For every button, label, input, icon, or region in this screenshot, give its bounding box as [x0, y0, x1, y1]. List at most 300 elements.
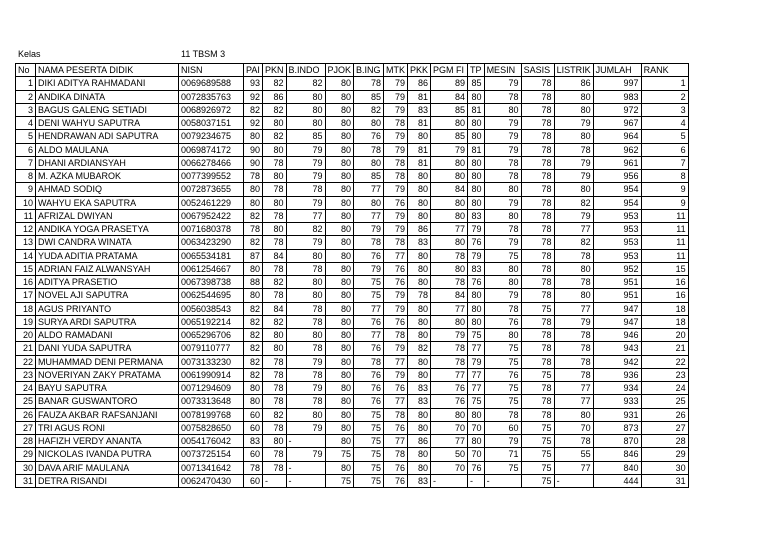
table-cell: 76 [431, 395, 468, 408]
table-cell: 77 [554, 461, 593, 474]
table-cell: 77 [384, 435, 408, 448]
table-cell: 60 [244, 421, 263, 434]
table-cell: 0073725154 [179, 448, 244, 461]
table-cell: 76 [384, 382, 408, 395]
table-cell: 27 [16, 421, 36, 434]
table-cell: 80 [408, 355, 431, 368]
table-cell: 83 [468, 262, 485, 275]
table-cell: 16 [16, 276, 36, 289]
table-cell: 82 [244, 329, 263, 342]
table-cell: 78 [263, 156, 287, 169]
table-cell: 80 [431, 408, 468, 421]
table-cell: 444 [593, 474, 641, 487]
table-cell: 933 [593, 395, 641, 408]
table-row [16, 395, 689, 408]
table-cell: 86 [554, 77, 593, 90]
table-cell: 79 [286, 143, 325, 156]
table-cell: 0072873655 [179, 183, 244, 196]
table-cell: 76 [354, 315, 384, 328]
table-cell: 80 [468, 196, 485, 209]
table-cell: 80 [431, 156, 468, 169]
table-cell: 931 [593, 408, 641, 421]
table-cell: 31 [641, 474, 688, 487]
table-cell: 16 [641, 289, 688, 302]
table-cell: 93 [244, 77, 263, 90]
table-cell: 78 [554, 342, 593, 355]
table-cell: 80 [325, 315, 354, 328]
table-cell: 7 [16, 156, 36, 169]
table-cell: 80 [325, 249, 354, 262]
table-cell: 79 [554, 209, 593, 222]
table-cell: 7 [641, 156, 688, 169]
table-row [16, 223, 689, 236]
table-cell: 78 [286, 183, 325, 196]
table-cell: 75 [484, 461, 521, 474]
table-row [16, 342, 689, 355]
table-cell: 80 [325, 196, 354, 209]
table-cell: 75 [354, 289, 384, 302]
table-cell: 79 [384, 77, 408, 90]
table-cell: ADITYA PRASETIO [36, 276, 179, 289]
table-cell: 78 [484, 170, 521, 183]
table-cell: 13 [16, 236, 36, 249]
table-row [16, 103, 689, 116]
table-cell: DETRA RISANDI [36, 474, 179, 487]
table-cell: 78 [263, 382, 287, 395]
table-cell: 70 [468, 421, 485, 434]
table-cell: 79 [484, 236, 521, 249]
table-cell: 79 [286, 170, 325, 183]
table-cell: 92 [244, 90, 263, 103]
table-cell: 0063423290 [179, 236, 244, 249]
table-cell: 78 [354, 355, 384, 368]
table-cell: 20 [641, 329, 688, 342]
table-cell: 78 [244, 461, 263, 474]
table-cell: 972 [593, 103, 641, 116]
class-label: Kelas [18, 49, 41, 59]
table-cell: 80 [354, 196, 384, 209]
table-cell: 86 [263, 90, 287, 103]
column-header: MESIN [484, 64, 521, 77]
table-cell: 78 [554, 249, 593, 262]
table-cell: 6 [641, 143, 688, 156]
table-cell: 78 [521, 223, 554, 236]
table-cell: 80 [408, 448, 431, 461]
table-cell: 78 [286, 315, 325, 328]
table-cell: 80 [325, 143, 354, 156]
table-cell: MUHAMMAD DENI PERMANA [36, 355, 179, 368]
table-cell: 76 [384, 461, 408, 474]
table-cell: 961 [593, 156, 641, 169]
table-cell: 80 [286, 276, 325, 289]
table-cell: 80 [554, 262, 593, 275]
table-cell: 11 [641, 249, 688, 262]
table-cell: 78 [521, 355, 554, 368]
table-cell: FAUZA AKBAR RAFSANJANI [36, 408, 179, 421]
table-cell: 0073313648 [179, 395, 244, 408]
table-cell: 951 [593, 289, 641, 302]
table-cell: 78 [263, 448, 287, 461]
table-cell: 0079110777 [179, 342, 244, 355]
table-cell: 840 [593, 461, 641, 474]
column-header: PAI [244, 64, 263, 77]
table-cell: 80 [325, 223, 354, 236]
table-cell: 77 [431, 302, 468, 315]
table-cell: 85 [431, 103, 468, 116]
table-cell: 80 [408, 368, 431, 381]
table-cell: 28 [16, 435, 36, 448]
table-cell: 80 [484, 209, 521, 222]
table-cell: 78 [521, 329, 554, 342]
table-cell: 77 [554, 302, 593, 315]
table-cell: 12 [16, 223, 36, 236]
table-cell: 80 [263, 143, 287, 156]
table-cell: 76 [384, 474, 408, 487]
table-cell: 80 [408, 262, 431, 275]
table-cell: 86 [408, 435, 431, 448]
table-cell: 0061254667 [179, 262, 244, 275]
table-row [16, 315, 689, 328]
table-cell: BAGUS GALENG SETIADI [36, 103, 179, 116]
table-cell: 873 [593, 421, 641, 434]
table-cell: 79 [554, 117, 593, 130]
table-cell: 3 [16, 103, 36, 116]
table-cell: 20 [16, 329, 36, 342]
table-cell: 92 [244, 117, 263, 130]
table-cell: 78 [384, 448, 408, 461]
table-cell: 78 [384, 236, 408, 249]
table-cell: 75 [354, 276, 384, 289]
table-cell: 80 [263, 196, 287, 209]
table-cell: 0069874172 [179, 143, 244, 156]
table-cell: 76 [468, 461, 485, 474]
table-cell: NICKOLAS IVANDA PUTRA [36, 448, 179, 461]
table-cell: - [484, 474, 521, 487]
table-cell: 80 [244, 382, 263, 395]
table-cell: 82 [244, 355, 263, 368]
table-cell: 80 [468, 170, 485, 183]
table-cell: 78 [286, 368, 325, 381]
table-cell: 79 [354, 262, 384, 275]
table-cell: 0067952422 [179, 209, 244, 222]
table-cell: 78 [554, 329, 593, 342]
table-cell: 75 [354, 461, 384, 474]
table-cell: 60 [484, 421, 521, 434]
table-cell: 80 [325, 103, 354, 116]
table-cell: 79 [286, 355, 325, 368]
table-cell: 11 [641, 236, 688, 249]
table-cell: 80 [325, 342, 354, 355]
table-cell: 0054176042 [179, 435, 244, 448]
table-cell: 79 [384, 223, 408, 236]
column-header: PJOK [325, 64, 354, 77]
column-header: RANK [641, 64, 688, 77]
table-cell: 79 [468, 355, 485, 368]
table-cell: 78 [263, 183, 287, 196]
table-row [16, 474, 689, 487]
table-cell: 78 [286, 302, 325, 315]
table-cell: 80 [468, 183, 485, 196]
table-cell: 0067398738 [179, 276, 244, 289]
table-cell: 22 [16, 355, 36, 368]
table-cell: 80 [408, 196, 431, 209]
table-cell: 30 [16, 461, 36, 474]
table-cell: 80 [325, 408, 354, 421]
table-cell: 0068926972 [179, 103, 244, 116]
table-cell: 83 [408, 103, 431, 116]
table-cell: DWI CANDRA WINATA [36, 236, 179, 249]
table-cell: 80 [325, 421, 354, 434]
table-cell: 28 [641, 435, 688, 448]
table-cell: 80 [354, 117, 384, 130]
table-cell: 79 [286, 156, 325, 169]
table-cell: 81 [408, 156, 431, 169]
table-row [16, 156, 689, 169]
table-cell: 80 [286, 289, 325, 302]
table-cell: 80 [484, 262, 521, 275]
table-row [16, 368, 689, 381]
table-cell: ANDIKA DINATA [36, 90, 179, 103]
table-cell: 79 [554, 156, 593, 169]
table-row [16, 329, 689, 342]
table-cell: 0073133230 [179, 355, 244, 368]
table-cell: 0061990914 [179, 368, 244, 381]
table-cell: - [554, 474, 593, 487]
table-cell: 26 [16, 408, 36, 421]
table-cell: 964 [593, 130, 641, 143]
table-cell: 80 [431, 170, 468, 183]
table-cell: 0058037151 [179, 117, 244, 130]
table-cell: 80 [325, 355, 354, 368]
table-cell: 947 [593, 315, 641, 328]
table-cell: 75 [468, 329, 485, 342]
column-header: NAMA PESERTA DIDIK [36, 64, 179, 77]
table-cell: 78 [263, 368, 287, 381]
table-cell: 80 [554, 130, 593, 143]
table-cell: AGUS PRIYANTO [36, 302, 179, 315]
table-cell: 79 [554, 315, 593, 328]
table-cell: 0052461229 [179, 196, 244, 209]
table-cell: DANI YUDA SAPUTRA [36, 342, 179, 355]
table-cell: 10 [16, 196, 36, 209]
table-cell: AFRIZAL DWIYAN [36, 209, 179, 222]
table-cell: 78 [554, 355, 593, 368]
table-cell: 17 [16, 289, 36, 302]
table-cell: 23 [641, 368, 688, 381]
table-cell: 80 [484, 103, 521, 116]
table-cell: 78 [431, 355, 468, 368]
table-cell: 82 [244, 302, 263, 315]
column-header: NISN [179, 64, 244, 77]
table-cell: 19 [16, 315, 36, 328]
table-cell: 0056038543 [179, 302, 244, 315]
table-cell: 78 [263, 262, 287, 275]
table-cell: 78 [354, 236, 384, 249]
table-cell: 80 [244, 262, 263, 275]
table-cell: 82 [263, 276, 287, 289]
table-cell: 70 [554, 421, 593, 434]
table-cell: 952 [593, 262, 641, 275]
table-cell: 80 [286, 103, 325, 116]
table-row [16, 249, 689, 262]
table-cell: 80 [244, 395, 263, 408]
table-cell: 0062470430 [179, 474, 244, 487]
table-cell: 78 [521, 170, 554, 183]
table-cell: - [286, 461, 325, 474]
class-info [18, 49, 718, 61]
table-cell: 79 [384, 209, 408, 222]
table-cell: 78 [384, 117, 408, 130]
table-cell: 18 [641, 302, 688, 315]
table-cell: 80 [263, 329, 287, 342]
table-cell: 954 [593, 183, 641, 196]
table-cell: 79 [468, 249, 485, 262]
table-cell: 81 [468, 143, 485, 156]
table-cell: 71 [484, 448, 521, 461]
table-cell: 21 [641, 342, 688, 355]
table-cell: 83 [408, 395, 431, 408]
table-cell: 78 [521, 183, 554, 196]
table-cell: 79 [286, 382, 325, 395]
table-cell: 90 [244, 143, 263, 156]
table-cell: 78 [263, 289, 287, 302]
table-cell: 4 [641, 117, 688, 130]
table-cell: 26 [641, 408, 688, 421]
table-cell: 82 [554, 236, 593, 249]
table-row [16, 448, 689, 461]
table-cell: 75 [521, 461, 554, 474]
table-cell: 79 [384, 302, 408, 315]
table-cell: 846 [593, 448, 641, 461]
table-cell: 77 [384, 395, 408, 408]
table-cell: 75 [484, 355, 521, 368]
table-cell: 78 [521, 103, 554, 116]
table-cell: BANAR GUSWANTORO [36, 395, 179, 408]
table-cell: 75 [521, 302, 554, 315]
table-cell: 80 [286, 117, 325, 130]
table-cell: 80 [554, 289, 593, 302]
table-cell: 78 [521, 209, 554, 222]
table-cell: 80 [408, 329, 431, 342]
table-cell: 76 [354, 342, 384, 355]
table-cell: 78 [521, 408, 554, 421]
table-cell: - [286, 435, 325, 448]
table-cell: 75 [521, 448, 554, 461]
table-cell: 77 [354, 302, 384, 315]
table-cell: 14 [16, 249, 36, 262]
table-cell: 82 [244, 368, 263, 381]
table-cell: 78 [521, 262, 554, 275]
table-cell: 24 [16, 382, 36, 395]
table-cell: 75 [468, 395, 485, 408]
table-row [16, 196, 689, 209]
table-cell: 80 [431, 315, 468, 328]
table-cell: 77 [384, 249, 408, 262]
table-cell: 83 [408, 236, 431, 249]
table-row [16, 435, 689, 448]
table-cell: 75 [354, 448, 384, 461]
table-cell: 21 [16, 342, 36, 355]
column-header: MTK [384, 64, 408, 77]
table-cell: 84 [431, 289, 468, 302]
table-cell: 11 [16, 209, 36, 222]
table-cell: 82 [244, 342, 263, 355]
table-cell: 79 [468, 223, 485, 236]
table-cell: 75 [484, 395, 521, 408]
table-cell: 997 [593, 77, 641, 90]
table-cell: 80 [431, 262, 468, 275]
table-cell: 60 [244, 448, 263, 461]
table-cell: 77 [286, 209, 325, 222]
table-cell: 80 [468, 130, 485, 143]
table-cell: 0079234675 [179, 130, 244, 143]
table-cell: 79 [384, 289, 408, 302]
table-cell: TRI AGUS RONI [36, 421, 179, 434]
table-cell: 80 [468, 156, 485, 169]
table-cell: 80 [325, 395, 354, 408]
table-cell: 85 [286, 130, 325, 143]
table-cell: 77 [354, 209, 384, 222]
table-cell: 80 [325, 236, 354, 249]
table-cell: 79 [431, 329, 468, 342]
table-cell: 1 [16, 77, 36, 90]
table-cell: 79 [384, 368, 408, 381]
table-cell: 80 [484, 329, 521, 342]
table-cell: 80 [325, 329, 354, 342]
table-cell: M. AZKA MUBAROK [36, 170, 179, 183]
table-cell: - [431, 474, 468, 487]
table-cell: 77 [354, 329, 384, 342]
table-cell: 79 [286, 196, 325, 209]
table-cell: 80 [408, 130, 431, 143]
column-header: PGM FI [431, 64, 468, 77]
table-cell: 23 [16, 368, 36, 381]
table-cell: 78 [484, 302, 521, 315]
table-cell: 88 [244, 276, 263, 289]
table-cell: 77 [554, 382, 593, 395]
table-cell: 947 [593, 302, 641, 315]
table-cell: 80 [244, 183, 263, 196]
table-cell: AHMAD SODIQ [36, 183, 179, 196]
table-cell: 79 [431, 143, 468, 156]
table-cell: 29 [641, 448, 688, 461]
table-cell: 80 [286, 90, 325, 103]
table-cell: 80 [554, 90, 593, 103]
table-cell: 76 [384, 315, 408, 328]
table-cell: 86 [408, 77, 431, 90]
table-cell: 6 [16, 143, 36, 156]
table-cell: 82 [263, 103, 287, 116]
table-cell: 78 [431, 342, 468, 355]
table-cell: 83 [408, 382, 431, 395]
table-cell: 78 [408, 289, 431, 302]
table-cell: 78 [554, 435, 593, 448]
table-cell: 82 [263, 315, 287, 328]
table-cell: 78 [263, 461, 287, 474]
table-cell: 85 [431, 130, 468, 143]
table-cell: 31 [16, 474, 36, 487]
table-row [16, 117, 689, 130]
table-cell: 78 [384, 156, 408, 169]
table-cell: 76 [468, 276, 485, 289]
table-cell: 3 [641, 103, 688, 116]
table-cell: 9 [641, 183, 688, 196]
table-cell: 80 [325, 90, 354, 103]
table-cell: 80 [325, 435, 354, 448]
table-cell: 80 [408, 461, 431, 474]
table-cell: 76 [384, 262, 408, 275]
table-cell: 78 [521, 342, 554, 355]
